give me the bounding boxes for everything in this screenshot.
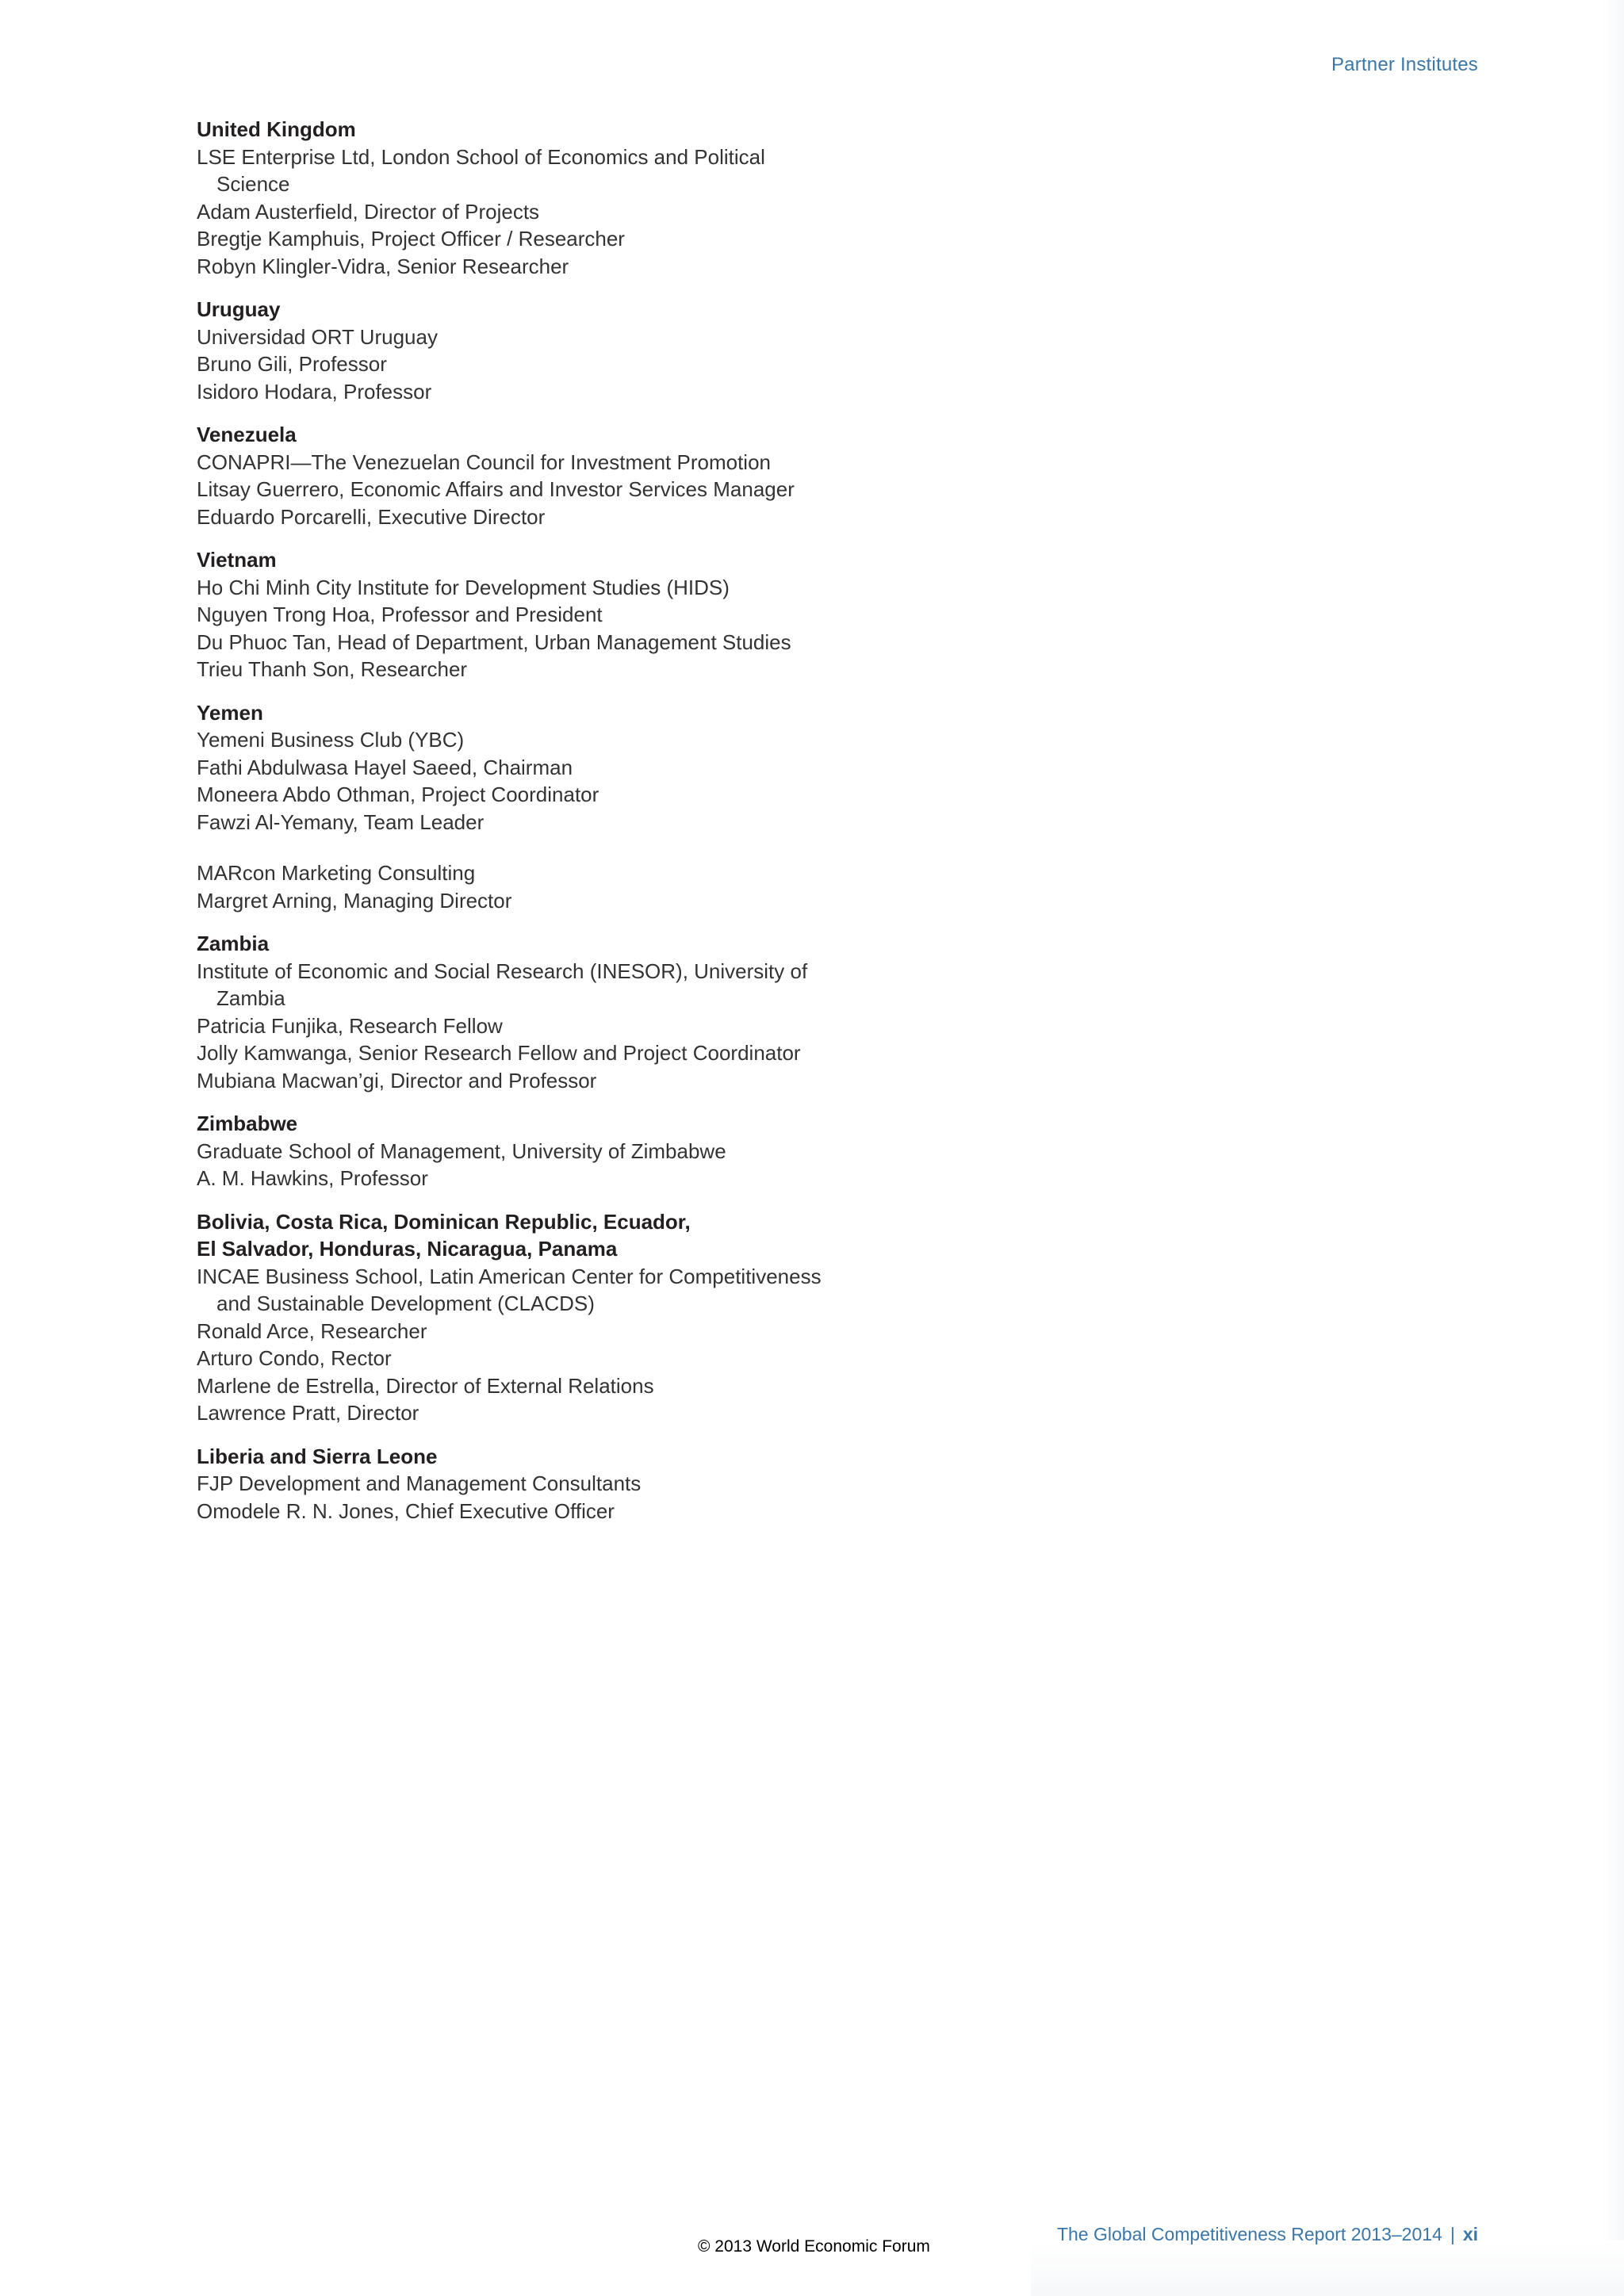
contact-entry: Arturo Condo, Rector [197,1346,392,1370]
contact-entry: Omodele R. N. Jones, Chief Executive Officer [197,1498,615,1523]
country-section-united-kingdom [197,116,831,280]
country-heading: Venezuela [197,423,297,446]
contact-entry: Adam Austerfield, Director of Projects [197,199,540,224]
page-edge-shadow [1602,0,1624,2296]
country-section-central-america [197,1208,831,1427]
partner-institutes-list [197,116,831,1540]
institute-name: FJP Development and Management Consultants [197,1471,642,1495]
footer-report-title [1057,2224,1478,2245]
contact-entry: Nguyen Trong Hoa, Professor and President [197,603,603,626]
country-section-uruguay [197,296,831,405]
copyright-notice: © 2013 World Economic Forum [698,2237,930,2256]
institute-name: INCAE Business School, Latin American Center for Competitiveness and Sustainable Development (CLACDS) [197,1264,822,1315]
country-heading: Zimbabwe [197,1112,298,1135]
country-heading: United Kingdom [197,117,356,141]
institute-name: Universidad ORT Uruguay [197,324,438,349]
contact-entry: Marlene de Estrella, Director of External Relations [197,1373,654,1398]
contact-entry: Fathi Abdulwasa Hayel Saeed, Chairman [197,755,573,779]
contact-entry: Robyn Klingler-Vidra, Senior Researcher [197,254,569,278]
institute-name: LSE Enterprise Ltd, London School of Economics and Political Science [197,144,765,196]
contact-entry: Moneera Abdo Othman, Project Coordinator [197,783,599,806]
footer-separator: | [1450,2224,1455,2244]
institute-name: Institute of Economic and Social Research (INESOR), University of Zambia [197,959,808,1010]
country-section-zambia [197,930,831,1094]
country-heading: Bolivia, Costa Rica, Dominican Republic, Ecuador, [197,1209,691,1234]
contact-entry: Ronald Arce, Researcher [197,1318,427,1343]
report-title: The Global Competitiveness Report 2013–2014 [1056,2224,1442,2244]
country-section-zimbabwe [197,1110,831,1192]
contact-entry: A. M. Hawkins, Professor [197,1166,428,1190]
page-number: xi [1462,2224,1478,2244]
contact-entry: Bregtje Kamphuis, Project Officer / Researcher [197,227,625,251]
contact-entry: Bruno Gili, Professor [197,352,387,376]
contact-entry: Litsay Guerrero, Economic Affairs and Investor Services Manager [197,477,795,501]
institute-name: Graduate School of Management, University of Zimbabwe [197,1138,726,1163]
running-head: Partner Institutes [1331,54,1478,75]
country-section-yemen [197,699,831,836]
country-heading: Vietnam [197,548,277,572]
contact-entry: Fawzi Al-Yemany, Team Leader [197,809,485,834]
contact-entry: Margret Arning, Managing Director [197,888,512,913]
institute-name: Ho Chi Minh City Institute for Development Studies (HIDS) [197,575,730,599]
country-heading: Liberia and Sierra Leone [197,1444,438,1468]
country-heading: Yemen [197,700,263,725]
country-heading: Zambia [197,932,270,955]
country-section-venezuela [197,421,831,530]
contact-entry: Mubiana Macwan’gi, Director and Professor [197,1068,597,1093]
institute-name: MARcon Marketing Consulting [197,861,476,885]
institute-name: CONAPRI—The Venezuelan Council for Investment Promotion [197,450,772,474]
country-section-yemen-second-institute [197,859,831,914]
country-section-liberia-sierra-leone [197,1443,831,1525]
country-section-vietnam [197,546,831,683]
contact-entry: Lawrence Pratt, Director [197,1401,419,1425]
country-heading: Uruguay [197,297,281,321]
country-heading-continued: El Salvador, Honduras, Nicaragua, Panama [197,1237,618,1261]
contact-entry: Trieu Thanh Son, Researcher [197,657,468,681]
contact-entry: Du Phuoc Tan, Head of Department, Urban Management Studies [197,629,791,654]
contact-entry: Eduardo Porcarelli, Executive Director [197,504,546,529]
contact-entry: Jolly Kamwanga, Senior Research Fellow and Project Coordinator [197,1041,801,1065]
institute-name: Yemeni Business Club (YBC) [197,728,465,752]
contact-entry: Isidoro Hodara, Professor [197,379,432,404]
contact-entry: Patricia Funjika, Research Fellow [197,1013,503,1038]
page-bottom-shadow [1031,2241,1624,2296]
